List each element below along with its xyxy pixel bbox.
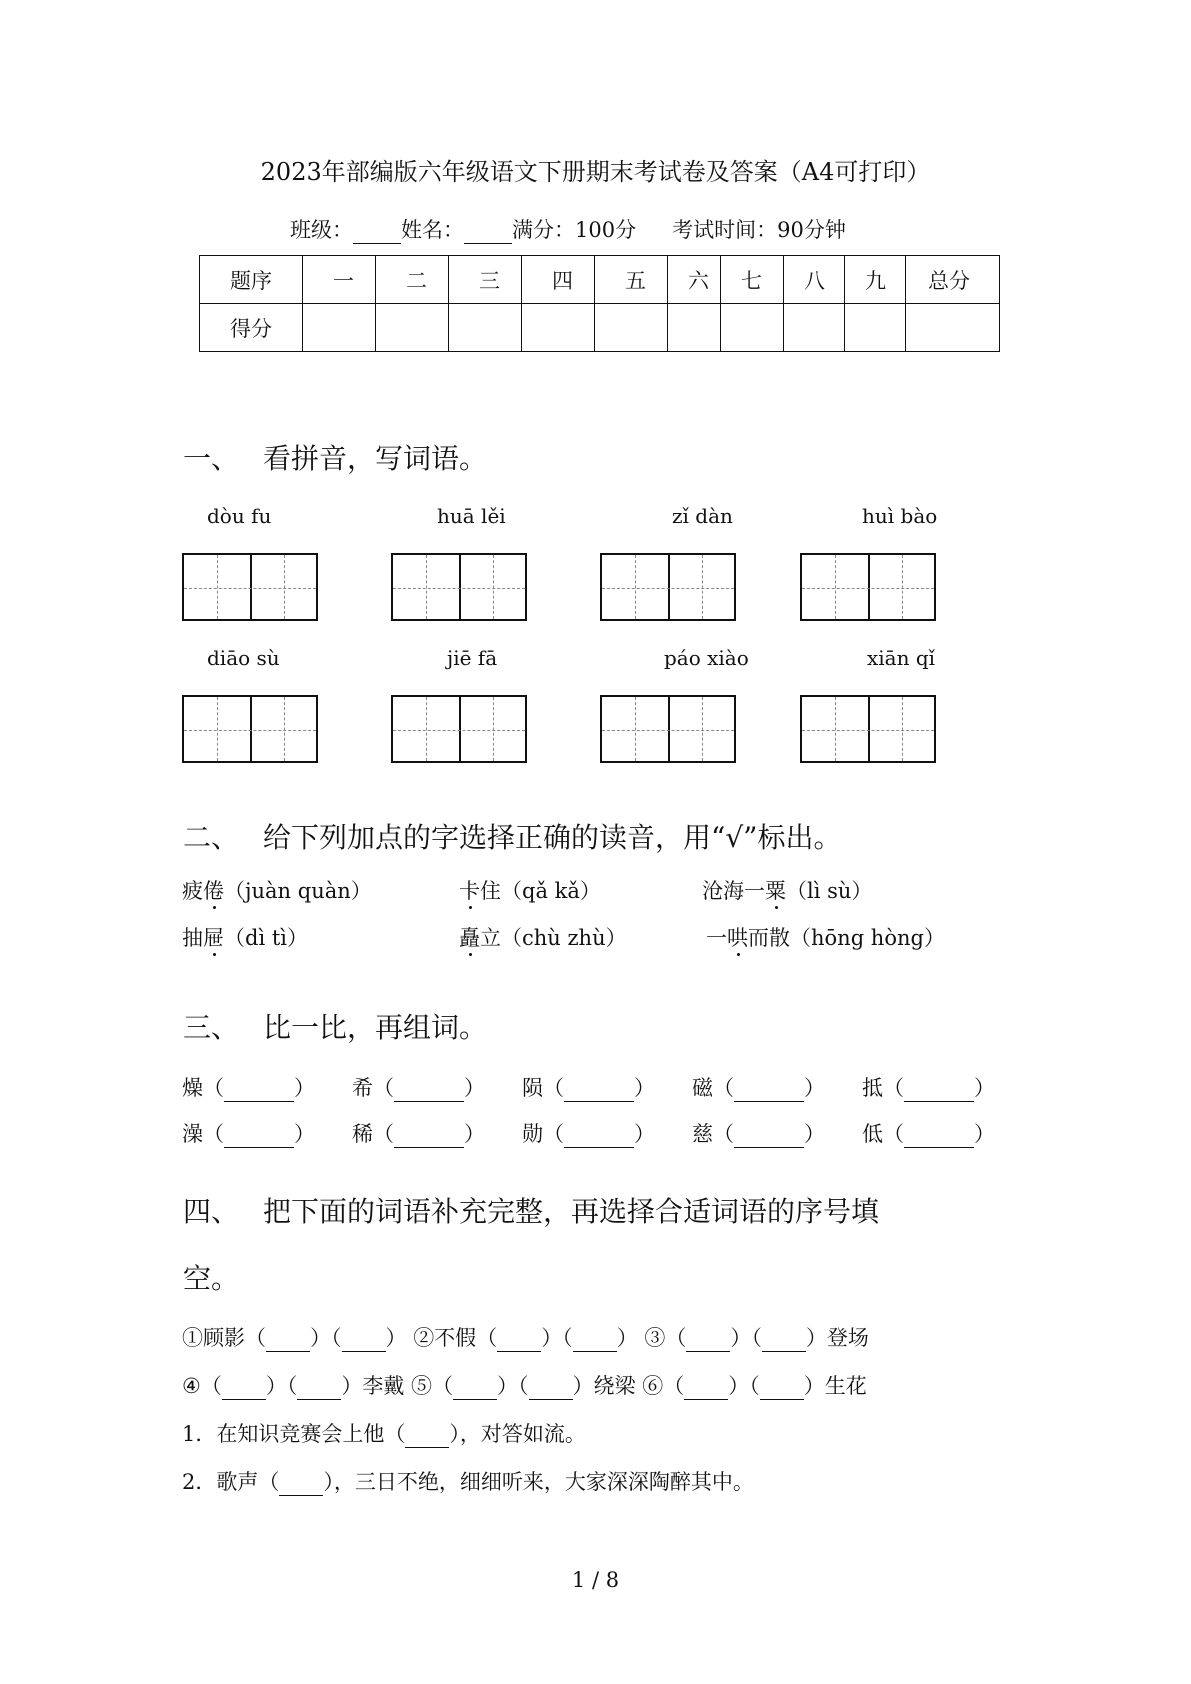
name-label: 姓名： bbox=[401, 218, 464, 242]
section-number: 二、 bbox=[183, 821, 240, 854]
score-cell[interactable] bbox=[845, 304, 906, 352]
pinyin-label: xiān qǐ bbox=[867, 646, 936, 670]
page-number: 1 / 8 bbox=[571, 1568, 620, 1592]
answer-blank[interactable] bbox=[564, 1127, 634, 1148]
student-info-line bbox=[290, 214, 846, 244]
pronunciation-options[interactable]: （hōng hòng） bbox=[790, 926, 945, 950]
dotted-char: 屉 bbox=[203, 926, 224, 950]
exam-time: 考试时间：90分钟 bbox=[672, 218, 846, 242]
answer-blank[interactable] bbox=[394, 1127, 464, 1148]
section-number: 四、 bbox=[183, 1195, 240, 1228]
class-label: 班级： bbox=[290, 218, 353, 242]
word-pair-item: 低（ ） bbox=[862, 1122, 995, 1146]
table-cell: 九 bbox=[845, 256, 906, 304]
table-cell: 七 bbox=[721, 256, 784, 304]
writing-grid[interactable] bbox=[182, 553, 318, 621]
table-cell: 二 bbox=[376, 256, 449, 304]
table-cell: 得分 bbox=[200, 304, 303, 352]
answer-blank[interactable] bbox=[760, 1379, 804, 1400]
answer-blank[interactable] bbox=[453, 1379, 497, 1400]
dotted-char: 哄 bbox=[727, 926, 748, 950]
pronunciation-options[interactable]: （chù zhù） bbox=[501, 926, 627, 950]
idiom-row: ①顾影（ ）（ ） ②不假（ ）（ ） ③（ ）（ ）登场 bbox=[182, 1326, 869, 1350]
word-pair-item: 磁（ ） bbox=[692, 1076, 825, 1100]
reading-item: 一哄而散（hōng hòng） bbox=[706, 926, 945, 950]
section-number: 三、 bbox=[183, 1011, 240, 1044]
document-title: 2023年部编版六年级语文下册期末考试卷及答案（A4可打印） bbox=[260, 158, 931, 186]
section-3-heading bbox=[183, 1006, 487, 1046]
score-table-header-row bbox=[200, 256, 1000, 304]
section-title: 把下面的词语补充完整，再选择合适词语的序号填 bbox=[263, 1195, 880, 1228]
answer-blank[interactable] bbox=[686, 1331, 730, 1352]
pinyin-label: zǐ dàn bbox=[672, 504, 733, 528]
answer-blank[interactable] bbox=[762, 1331, 806, 1352]
word-pair-item: 抵（ ） bbox=[862, 1076, 995, 1100]
dotted-char: 卡 bbox=[459, 879, 480, 903]
table-cell: 五 bbox=[595, 256, 668, 304]
section-1-heading bbox=[183, 437, 487, 477]
score-cell[interactable] bbox=[449, 304, 522, 352]
score-cell[interactable] bbox=[303, 304, 376, 352]
writing-grid[interactable] bbox=[391, 695, 527, 763]
pronunciation-options[interactable]: （qǎ kǎ） bbox=[501, 879, 601, 903]
score-cell[interactable] bbox=[522, 304, 595, 352]
writing-grid[interactable] bbox=[600, 553, 736, 621]
word-pair-item: 燥（ ） bbox=[182, 1076, 315, 1100]
table-cell: 六 bbox=[668, 256, 721, 304]
word-pair-item: 慈（ ） bbox=[692, 1122, 825, 1146]
pinyin-label: dòu fu bbox=[207, 504, 272, 528]
section-2-heading bbox=[183, 816, 841, 856]
answer-blank[interactable] bbox=[564, 1081, 634, 1102]
writing-grid[interactable] bbox=[391, 553, 527, 621]
answer-blank[interactable] bbox=[734, 1127, 804, 1148]
answer-blank[interactable] bbox=[684, 1379, 728, 1400]
score-cell[interactable] bbox=[784, 304, 845, 352]
answer-blank[interactable] bbox=[904, 1127, 974, 1148]
section-title: 看拼音，写词语。 bbox=[263, 442, 488, 475]
word-pair-item: 陨（ ） bbox=[522, 1076, 655, 1100]
pinyin-label: huā lěi bbox=[437, 504, 506, 528]
answer-blank[interactable] bbox=[224, 1127, 294, 1148]
idiom-row: ④（ ）（ ）李戴 ⑤（ ）（ ）绕梁 ⑥（ ）（ ）生花 bbox=[182, 1374, 867, 1398]
table-cell: 八 bbox=[784, 256, 845, 304]
score-cell[interactable] bbox=[376, 304, 449, 352]
answer-blank[interactable] bbox=[222, 1379, 266, 1400]
section-number: 一、 bbox=[183, 442, 240, 475]
fill-question: 2．歌声（ ），三日不绝，细细听来，大家深深陶醉其中。 bbox=[182, 1470, 754, 1494]
dotted-char: 矗 bbox=[459, 926, 480, 950]
writing-grid[interactable] bbox=[800, 553, 936, 621]
writing-grid[interactable] bbox=[800, 695, 936, 763]
word-pair-item: 勋（ ） bbox=[522, 1122, 655, 1146]
table-cell: 三 bbox=[449, 256, 522, 304]
section-title: 比一比，再组词。 bbox=[263, 1011, 488, 1044]
pinyin-label: jiē fā bbox=[447, 646, 498, 670]
fill-question: 1．在知识竞赛会上他（ ），对答如流。 bbox=[182, 1422, 586, 1446]
reading-item: 抽屉（dì tì） bbox=[182, 926, 308, 950]
dotted-char: 倦 bbox=[203, 879, 224, 903]
section-title: 给下列加点的字选择正确的读音，用“√”标出。 bbox=[263, 821, 842, 854]
name-blank[interactable] bbox=[464, 223, 512, 244]
pronunciation-options[interactable]: （lì sù） bbox=[786, 879, 873, 903]
answer-blank[interactable] bbox=[529, 1379, 573, 1400]
answer-blank[interactable] bbox=[224, 1081, 294, 1102]
table-cell: 总分 bbox=[906, 256, 1000, 304]
score-cell[interactable] bbox=[668, 304, 721, 352]
word-pair-item: 稀（ ） bbox=[352, 1122, 485, 1146]
pinyin-label: páo xiào bbox=[664, 646, 749, 670]
section-4-heading-cont: 空。 bbox=[183, 1262, 240, 1295]
pronunciation-options[interactable]: （juàn quàn） bbox=[224, 879, 372, 903]
reading-item: 疲倦（juàn quàn） bbox=[182, 879, 372, 903]
pronunciation-options[interactable]: （dì tì） bbox=[224, 926, 308, 950]
answer-blank[interactable] bbox=[394, 1081, 464, 1102]
table-cell: 一 bbox=[303, 256, 376, 304]
full-score: 满分：100分 bbox=[512, 218, 637, 242]
score-cell[interactable] bbox=[906, 304, 1000, 352]
word-pair-item: 澡（ ） bbox=[182, 1122, 315, 1146]
answer-blank[interactable] bbox=[497, 1331, 541, 1352]
answer-blank[interactable] bbox=[279, 1475, 323, 1496]
answer-blank[interactable] bbox=[405, 1427, 449, 1448]
section-4-heading bbox=[183, 1190, 879, 1230]
reading-item: 沧海一粟（lì sù） bbox=[702, 879, 873, 903]
answer-blank[interactable] bbox=[297, 1379, 341, 1400]
writing-grid[interactable] bbox=[600, 695, 736, 763]
answer-blank[interactable] bbox=[266, 1331, 310, 1352]
reading-item: 矗立（chù zhù） bbox=[459, 926, 627, 950]
word-pair-item: 希（ ） bbox=[352, 1076, 485, 1100]
answer-blank[interactable] bbox=[342, 1331, 386, 1352]
table-cell: 四 bbox=[522, 256, 595, 304]
score-table bbox=[199, 255, 1000, 352]
answer-blank[interactable] bbox=[734, 1081, 804, 1102]
score-table-score-row bbox=[200, 304, 1000, 352]
reading-item: 卡住（qǎ kǎ） bbox=[459, 879, 601, 903]
score-cell[interactable] bbox=[721, 304, 784, 352]
pinyin-label: huì bào bbox=[862, 504, 938, 528]
writing-grid[interactable] bbox=[182, 695, 318, 763]
table-cell: 题序 bbox=[200, 256, 303, 304]
answer-blank[interactable] bbox=[904, 1081, 974, 1102]
dotted-char: 粟 bbox=[765, 879, 786, 903]
pinyin-label: diāo sù bbox=[207, 646, 280, 670]
answer-blank[interactable] bbox=[573, 1331, 617, 1352]
score-cell[interactable] bbox=[595, 304, 668, 352]
class-blank[interactable] bbox=[353, 223, 401, 244]
